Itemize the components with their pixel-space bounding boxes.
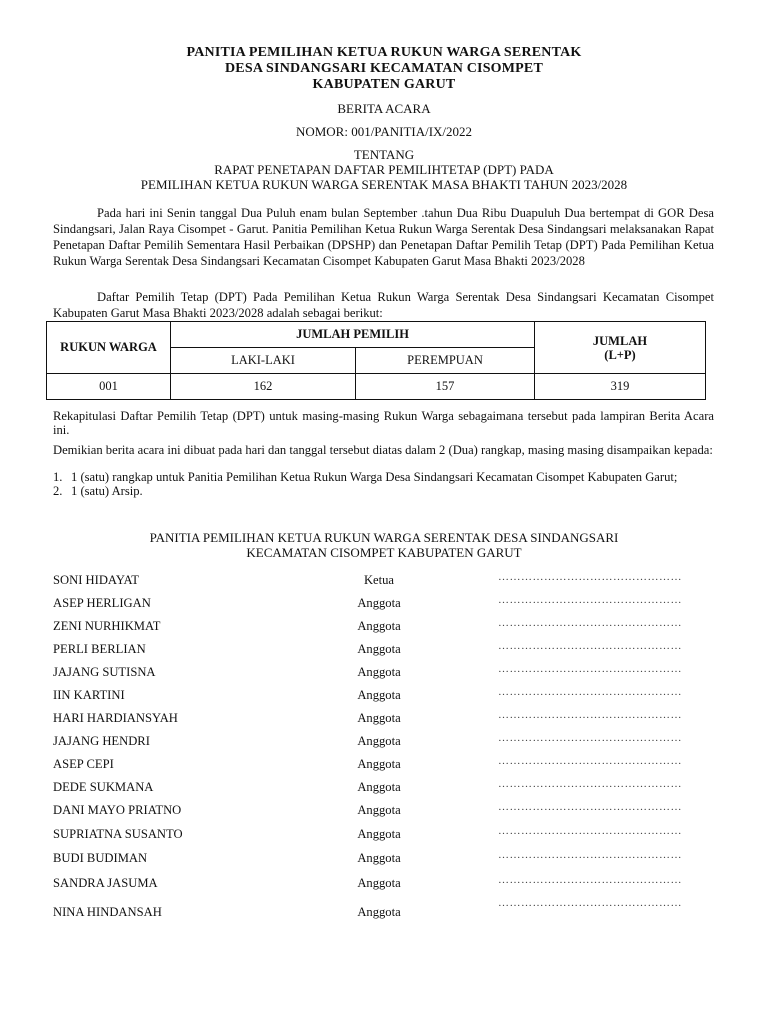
member-name: DEDE SUKMANA	[53, 780, 154, 794]
member-role: Anggota	[357, 851, 401, 865]
member-role: Anggota	[357, 757, 401, 771]
signature-line: …………………………………………	[498, 571, 682, 583]
member-row	[53, 665, 714, 683]
committee-title-line-2: KECAMATAN CISOMPET KABUPATEN GARUT	[246, 545, 522, 560]
member-name: SONI HIDAYAT	[53, 573, 139, 587]
signature-line: …………………………………………	[498, 801, 682, 813]
member-name: ASEP CEPI	[53, 757, 114, 771]
cell-jumlah: 319	[535, 374, 706, 400]
member-role: Anggota	[357, 780, 401, 794]
header-line-1: PANITIA PEMILIHAN KETUA RUKUN WARGA SERENTAK	[186, 45, 582, 60]
cell-laki-laki: 162	[171, 374, 356, 400]
member-name: SANDRA JASUMA	[53, 876, 158, 890]
member-name: JAJANG SUTISNA	[53, 665, 156, 679]
signature-line: …………………………………………	[498, 594, 682, 606]
table-header-jumlah-pemilih: JUMLAH PEMILIH	[171, 322, 535, 348]
member-row	[53, 688, 714, 706]
member-row	[53, 876, 714, 894]
signature-line: …………………………………………	[498, 640, 682, 652]
member-name: PERLI BERLIAN	[53, 642, 146, 656]
member-row	[53, 573, 714, 591]
list-item	[53, 484, 714, 498]
doc-number: NOMOR: 001/PANITIA/IX/2022	[295, 124, 473, 139]
list-item-text: 1 (satu) Arsip.	[71, 484, 143, 498]
member-role: Anggota	[357, 711, 401, 725]
doc-about: TENTANG	[353, 147, 415, 162]
header-line-3: KABUPATEN GARUT	[312, 77, 456, 92]
table-header-laki-laki: LAKI-LAKI	[171, 348, 356, 374]
member-role: Ketua	[363, 573, 395, 587]
dpt-intro-paragraph: Daftar Pemilih Tetap (DPT) Pada Pemilihan Ketua Rukun Warga Serentak Desa Sindangsari Kecamatan Cisompet Kabupaten Garut Masa Bhakti 2023/2028 adalah sebagai berikut:	[53, 290, 714, 320]
list-item	[53, 470, 714, 484]
table-header-jumlah-sub: (L+P)	[604, 347, 636, 362]
member-role: Anggota	[357, 596, 401, 610]
member-name: HARI HARDIANSYAH	[53, 711, 178, 725]
signature-line: …………………………………………	[498, 732, 682, 744]
member-row	[53, 803, 714, 821]
header-line-2: DESA SINDANGSARI KECAMATAN CISOMPET	[224, 61, 544, 76]
member-row	[53, 851, 714, 869]
member-role: Anggota	[357, 905, 401, 919]
doc-subject-line-2: PEMILIHAN KETUA RUKUN WARGA SERENTAK MASA BHAKTI TAHUN 2023/2028	[140, 177, 628, 192]
member-role: Anggota	[357, 876, 401, 890]
signature-line: …………………………………………	[498, 778, 682, 790]
member-role: Anggota	[357, 688, 401, 702]
recap-paragraph: Rekapitulasi Daftar Pemilih Tetap (DPT) untuk masing-masing Rukun Warga sebagaimana tersebut pada lampiran Berita Acara ini.	[53, 409, 714, 437]
list-item-number: 2.	[53, 484, 63, 498]
signature-line: …………………………………………	[498, 849, 682, 861]
member-name: ASEP HERLIGAN	[53, 596, 151, 610]
member-row	[53, 757, 714, 775]
table-header-jumlah	[535, 322, 706, 374]
cell-rw: 001	[47, 374, 171, 400]
closing-paragraph: Demikian berita acara ini dibuat pada hari dan tanggal tersebut diatas dalam 2 (Dua) rangkap, masing masing disampaikan kepada:	[53, 443, 713, 457]
list-item-number: 1.	[53, 470, 63, 484]
signature-line: …………………………………………	[498, 874, 682, 886]
member-row	[53, 897, 714, 923]
committee-title-line-1: PANITIA PEMILIHAN KETUA RUKUN WARGA SERENTAK DESA SINDANGSARI	[149, 530, 619, 545]
member-role: Anggota	[357, 803, 401, 817]
list-item-text: 1 (satu) rangkap untuk Panitia Pemilihan Ketua Rukun Warga Desa Sindangsari Kecamatan Cisompet Kabupaten Garut;	[71, 470, 678, 484]
table-header-rukun-warga: RUKUN WARGA	[47, 322, 171, 374]
member-name: ZENI NURHIKMAT	[53, 619, 161, 633]
signature-line: …………………………………………	[498, 755, 682, 767]
member-role: Anggota	[357, 665, 401, 679]
distribution-list	[53, 470, 714, 498]
signature-line: …………………………………………	[498, 897, 682, 909]
member-row	[53, 827, 714, 845]
member-name: BUDI BUDIMAN	[53, 851, 148, 865]
member-row	[53, 711, 714, 729]
member-role: Anggota	[357, 642, 401, 656]
signature-line: …………………………………………	[498, 825, 682, 837]
member-name: DANI MAYO PRIATNO	[53, 803, 182, 817]
member-name: IIN KARTINI	[53, 688, 125, 702]
table-header-perempuan: PEREMPUAN	[356, 348, 535, 374]
member-name: NINA HINDANSAH	[53, 905, 162, 919]
member-name: JAJANG HENDRI	[53, 734, 150, 748]
dpt-table	[46, 321, 706, 400]
member-row	[53, 642, 714, 660]
member-row	[53, 596, 714, 614]
table-row	[47, 374, 706, 400]
signature-line: …………………………………………	[498, 617, 682, 629]
member-name: SUPRIATNA SUSANTO	[53, 827, 183, 841]
member-row	[53, 734, 714, 752]
member-role: Anggota	[357, 827, 401, 841]
signature-line: …………………………………………	[498, 709, 682, 721]
signature-line: …………………………………………	[498, 686, 682, 698]
table-header-jumlah-label: JUMLAH	[592, 333, 648, 348]
member-row	[53, 619, 714, 637]
doc-subject-line-1: RAPAT PENETAPAN DAFTAR PEMILIHTETAP (DPT) PADA	[214, 162, 554, 177]
opening-paragraph: Pada hari ini Senin tanggal Dua Puluh enam bulan September .tahun Dua Ribu Duapuluh Dua bertempat di GOR Desa Sindangsari, Jalan Raya Cisompet - Garut. Panitia Pemilihan Ketua Rukun Warga Serentak Desa Sindangsari melaksanakan Rapat Penetapan Daftar Pemilih Sementara Hasil Perbaikan (DPSHP) dan Penetapan Daftar Pemilih Tetap (DPT) Pada Pemilihan Ketua Rukun Warga Serentak Desa Sindangsari Kecamatan Cisompet Kabupaten Garut Masa Bhakti 2023/2028	[53, 206, 714, 268]
cell-perempuan: 157	[356, 374, 535, 400]
member-role: Anggota	[357, 734, 401, 748]
doc-title: BERITA ACARA	[337, 101, 431, 116]
member-role: Anggota	[357, 619, 401, 633]
signature-line: …………………………………………	[498, 663, 682, 675]
member-row	[53, 780, 714, 798]
